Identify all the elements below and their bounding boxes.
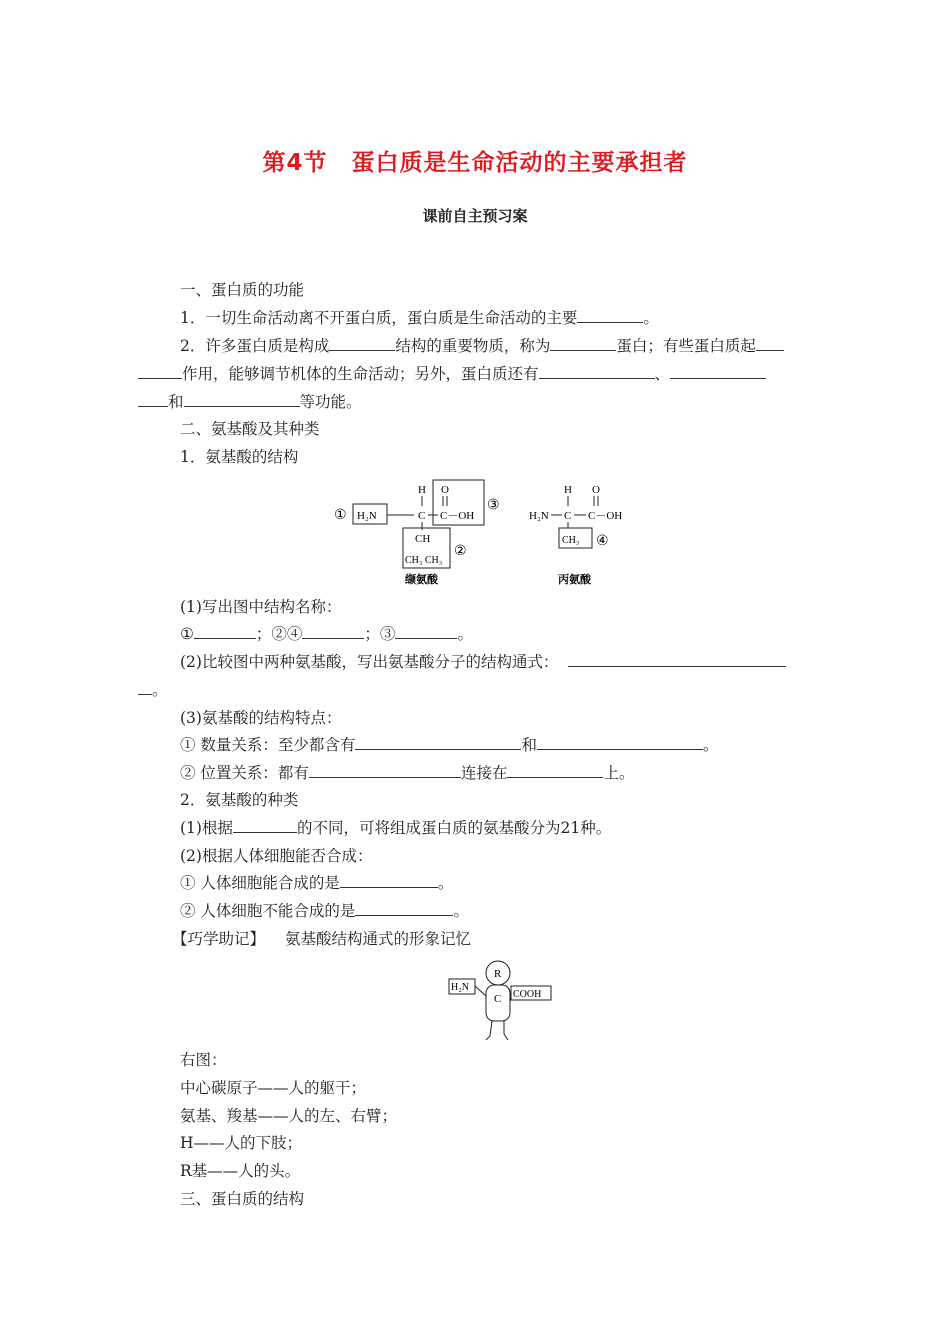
answer-blank[interactable] [550,336,616,351]
k2-1: ① 人体细胞能合成的是 。 [180,874,454,892]
svg-text:H₂N: H₂N [529,510,549,522]
svg-text:C: C [418,510,426,522]
p3-2: ② 位置关系：都有 连接在 上。 [180,764,635,782]
answer-blank[interactable] [302,624,364,639]
svg-text:H₂N: H₂N [451,982,469,993]
answer-blank[interactable] [756,336,784,351]
svg-text:R: R [494,968,502,980]
answer-blank[interactable] [577,308,643,323]
amino-group-label: H₂N [357,510,377,522]
answer-blank[interactable] [329,336,395,351]
p2: (2)比较图中两种氨基酸，写出氨基酸分子的结构通式： [180,652,786,672]
svg-text:CH: CH [415,533,431,545]
answer-blank[interactable] [539,364,655,379]
memory-figure [446,958,556,1044]
answer-blank[interactable] [355,901,453,916]
answer-blank[interactable] [233,818,297,833]
answer-blank[interactable] [670,364,766,379]
answer-blank[interactable] [138,364,182,379]
svg-text:C: C [564,510,572,522]
memory-4: R基——人的头。 [180,1162,301,1180]
valine-label: 缬氨酸 [405,574,438,586]
p1: (1)写出图中结构名称： [180,598,342,616]
p3: (3)氨基酸的结构特点： [180,709,342,727]
svg-text:H: H [418,484,426,496]
section-2-heading: 二、氨基酸及其种类 [180,420,320,438]
k2-2: ② 人体细胞不能合成的是 。 [180,902,469,920]
section-1-heading: 一、蛋白质的功能 [180,281,305,299]
question-2: 2．许多蛋白质是构成 结构的重要物质，称为 蛋白；有些蛋白质起 [180,336,784,356]
answer-blank[interactable] [184,392,300,407]
page-subtitle: 课前自主预习案 [422,207,528,225]
svg-text:O: O [441,484,449,496]
subsection-amino-types: 2．氨基酸的种类 [180,791,299,809]
svg-text:CH₃: CH₃ [562,535,580,546]
answer-blank[interactable] [395,624,457,639]
answer-blank[interactable] [138,680,152,695]
memory-tip: 【巧学助记】 氨基酸结构通式的形象记忆 [172,930,472,948]
svg-text:C－OH: C－OH [588,510,623,522]
k2: (2)根据人体细胞能否合成： [180,847,373,865]
question-2-cont: 作用，能够调节机体的生命活动；另外，蛋白质还有 、 [138,364,766,384]
marker-1: ① [334,508,347,523]
marker-4: ④ [596,534,609,549]
question-2-cont2: 和 等功能。 [138,392,362,412]
answer-blank[interactable] [537,735,703,750]
marker-2: ② [454,544,467,559]
answer-blank[interactable] [507,763,603,778]
memory-intro: 右图： [180,1051,227,1069]
p2-cont: 。 [138,680,168,700]
answer-blank[interactable] [568,652,786,667]
svg-text:CH₃ CH₃: CH₃ CH₃ [405,555,443,566]
answer-blank[interactable] [194,624,256,639]
p3-1: ① 数量关系：至少都含有 和 。 [180,736,719,754]
alanine-label: 丙氨酸 [558,574,591,586]
p1-answers: ① ；②④ ；③ 。 [180,625,473,643]
svg-text:C－OH: C－OH [440,510,475,522]
k1: (1)根据 的不同，可将组成蛋白质的氨基酸分为21种。 [180,819,612,837]
answer-blank[interactable] [309,763,461,778]
subsection-amino-structure: 1．氨基酸的结构 [180,448,299,466]
svg-text:O: O [592,484,600,496]
question-1: 1．一切生命活动离不开蛋白质，蛋白质是生命活动的主要 。 [180,309,659,327]
memory-1: 中心碳原子——人的躯干； [180,1079,367,1097]
section-3-heading: 三、蛋白质的结构 [180,1190,305,1208]
amino-acid-diagram [330,478,650,590]
answer-blank[interactable] [138,392,168,407]
svg-text:C: C [494,993,502,1005]
marker-3: ③ [487,498,500,513]
page-title: 第4节 蛋白质是生命活动的主要承担者 [262,150,688,176]
svg-text:H: H [564,484,572,496]
answer-blank[interactable] [340,873,438,888]
memory-2: 氨基、羧基——人的左、右臂； [180,1107,398,1125]
memory-3: H——人的下肢； [180,1134,303,1152]
answer-blank[interactable] [355,735,521,750]
svg-text:COOH: COOH [513,989,542,1000]
